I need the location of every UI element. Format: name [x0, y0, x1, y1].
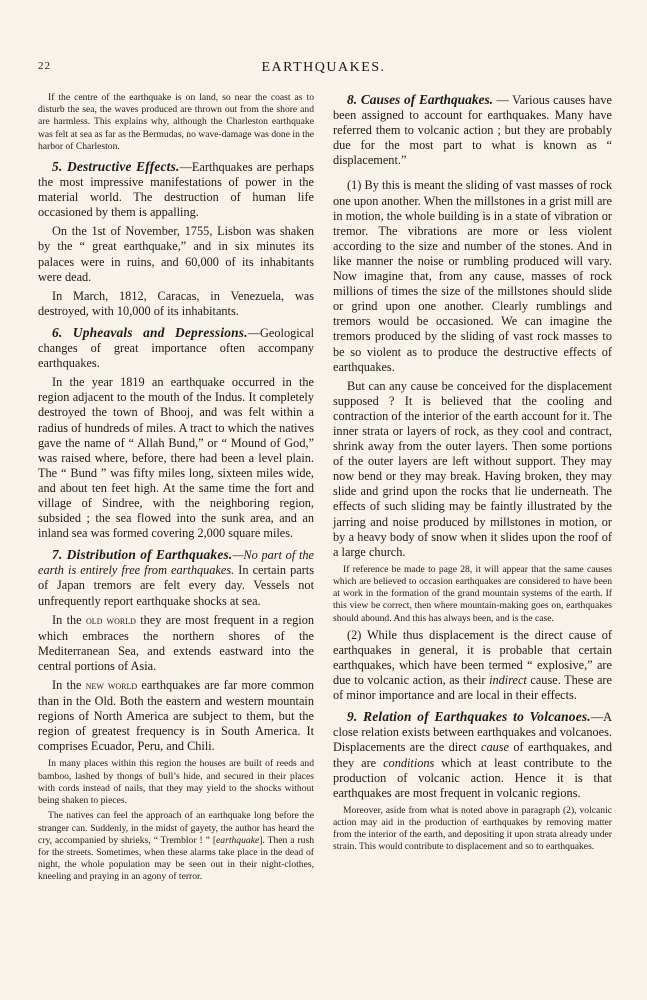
new-world-pre: In the [52, 678, 86, 693]
section-5-text: —Earthquakes are perhaps the most impressive manifestations of power in the material world. The destruction of human life occasioned by them is appalling. [38, 160, 314, 220]
intro-small-paragraph: If the centre of the earthquake is on land, so near the coast as to disturb the sea, the waves produced are thrown out from the shore and are harmless. This explains why, although the Charleston earthquake was felt at sea as far as the Bermudas, no wave-damage was done in the harbor of Charleston. [38, 92, 314, 152]
new-world-smallcaps: new world [85, 680, 138, 693]
section-7-heading: 7. Distribution of Earthquakes. [52, 547, 233, 563]
old-world-smallcaps: old world [86, 614, 136, 627]
natives-italic: earthquake [216, 834, 260, 846]
old-world-post: they are most frequent in a region which embraces the northern shores of the Mediterranean Sea, and extends eastward into the central portions of Asia. [38, 612, 314, 673]
natives-post: ]. Then a rush for the streets. Sometimes, when these alarms take place in the dead of night, the whole population may be seen out in their night-clothes, kneeling and praying in an agony of terror. [38, 834, 314, 883]
right-column [333, 92, 612, 857]
explosive-pre: (2) While thus displacement is the direct cause of earthquakes in general, it is probable that certain earthquakes, which have been termed “ explosive,” are due to volcanic action, as their [333, 627, 612, 688]
displacement-paragraph: (1) By this is meant the sliding of vast masses of rock one upon another. When the millstones in a grist mill are in motion, the whole building is in a state of vibration or tremor. The vibrations are more or less violent according to the size and number of the stones. And in like manner the noise or rumbling produced will vary. Now imagine that, from any cause, masses of rock millions of times the size of the millstones should slide or grind upon one another. Clearly rumblings and tremors would be occasioned. We can imagine the tremors produced by the sliding of vast rock masses to be so violent as to produce the destructive effects of earthquakes. [333, 178, 612, 374]
indus-paragraph: In the year 1819 an earthquake occurred in the region adjacent to the mouth of the Indus. It completely destroyed the town of Bhooj, and was felt within a radius of hundreds of miles. A tract to which the natives gave the name of “ Allah Bund,” or “ Mound of God,” was raised where, before, there had been a level plain. The “ Bund ” was fifty miles long, sixteen miles wide, and about ten feet high. At the same time the fort and village of Sindree, with the neighboring region, subsided ; the sea flowed into the sunk area, and an inland sea was formed covering 2,000 square miles. [38, 375, 314, 541]
left-column [38, 92, 314, 887]
new-world-paragraph [38, 678, 314, 754]
old-world-pre: In the [52, 612, 87, 627]
section-9-paragraph [333, 709, 612, 801]
old-world-paragraph [38, 613, 314, 674]
caracas-paragraph: In March, 1812, Caracas, in Venezuela, was destroyed, with 10,000 of its inhabitants. [38, 288, 314, 318]
section-9-mid: of earthquakes, and they are [333, 740, 612, 770]
new-world-post: earthquakes are far more common than in the Old. Both the eastern and western mountain regions of North America are subject to them, but the region of greatest frequency is in South America. It comprises Ecuador, Peru, and Chili. [38, 678, 315, 754]
section-7-paragraph [38, 547, 314, 608]
section-5-heading: 5. Destructive Effects. [52, 159, 180, 175]
section-9-italic-cause: cause [481, 740, 510, 755]
section-9-italic-conditions: conditions [383, 755, 435, 770]
cause-paragraph: But can any cause be conceived for the displacement supposed ? It is believed that the cooling and contraction of the interior of the earth account for it. The inner strata or layers of rock, as they cool and contract, shrink away from the outer layers. Then some portions of the outer layers are left without support. They may now bend or they may break. Having broken, they may slide and grind upon the rocks that lie underneath. The effects of such sliding may be faintly illustrated by the jarring and noise produced by millstones in motion, or by a heavy body of snow when it slides upon the roof of a large church. [333, 378, 612, 559]
explosive-paragraph [333, 628, 612, 703]
section-7-text: In certain parts of Japan tremors are felt every day. Vessels not unfrequently report earthquake shocks at sea. [38, 563, 314, 608]
section-6-paragraph [38, 325, 314, 371]
section-7-italic: —No part of the earth is entirely free from earthquakes. [38, 548, 314, 578]
section-9-post: which at least contribute to the production of volcanic action. Hence it is that earthquakes are most frequent in volcanic regions. [333, 755, 612, 800]
lisbon-paragraph: On the 1st of November, 1755, Lisbon was shaken by the “ great earthquake,” and in six minutes its palaces were in ruins, and 60,000 of its inhabitants were dead. [38, 224, 314, 284]
reference-small-paragraph: If reference be made to page 28, it will appear that the same causes which are believed to occasion earthquakes are considered to have been at work in the formation of the grand mountain systems of the earth. If this view be correct, then where mountain-making goes on, earthquakes should abound. And this has always been, and is the case. [333, 563, 612, 624]
section-9-pre: —A close relation exists between earthquakes and volcanoes. Displacements are the direct [333, 710, 612, 755]
explosive-post: cause. These are of minor importance and are local in their effects. [333, 673, 612, 703]
houses-small-paragraph: In many places within this region the houses are built of reeds and bamboo, lashed by thongs of bull’s hide, and secured in their places with cords instead of nails, that they may yield to the shocks without being shaken to pieces. [38, 758, 314, 807]
section-6-text: —Geological changes of great importance often accompany earthquakes. [38, 325, 314, 371]
explosive-italic: indirect [489, 673, 527, 688]
moreover-small-paragraph: Moreover, aside from what is noted above in paragraph (2), volcanic action may aid in the production of earthquakes by removing matter from the interior of the earth, and depositing it upon strata already under strain. This would contribute to displacement and so to earthquakes. [333, 804, 612, 853]
page-number: 22 [38, 60, 51, 72]
section-8-heading: 8. Causes of Earthquakes. [347, 92, 494, 107]
page-header [38, 60, 609, 80]
running-title: EARTHQUAKES. [261, 60, 386, 75]
section-9-heading: 9. Relation of Earthquakes to Volcanoes. [347, 709, 591, 725]
natives-small-paragraph [38, 810, 314, 883]
section-8-text: — Various causes have been assigned to account for earthquakes. Many have referred them to volcanic action ; but they are probably due for the most part to what is known as “ displacement.” [333, 93, 612, 168]
section-5-paragraph [38, 159, 314, 220]
section-8-paragraph [333, 92, 612, 168]
natives-pre: The natives can feel the approach of an earthquake long before the stranger can. Suddenly, in the midst of gayety, the author has heard the cry, accompanied by shrieks, “ Tremblor ! ” [ [38, 810, 314, 846]
section-6-heading: 6. Upheavals and Depressions. [52, 324, 248, 340]
